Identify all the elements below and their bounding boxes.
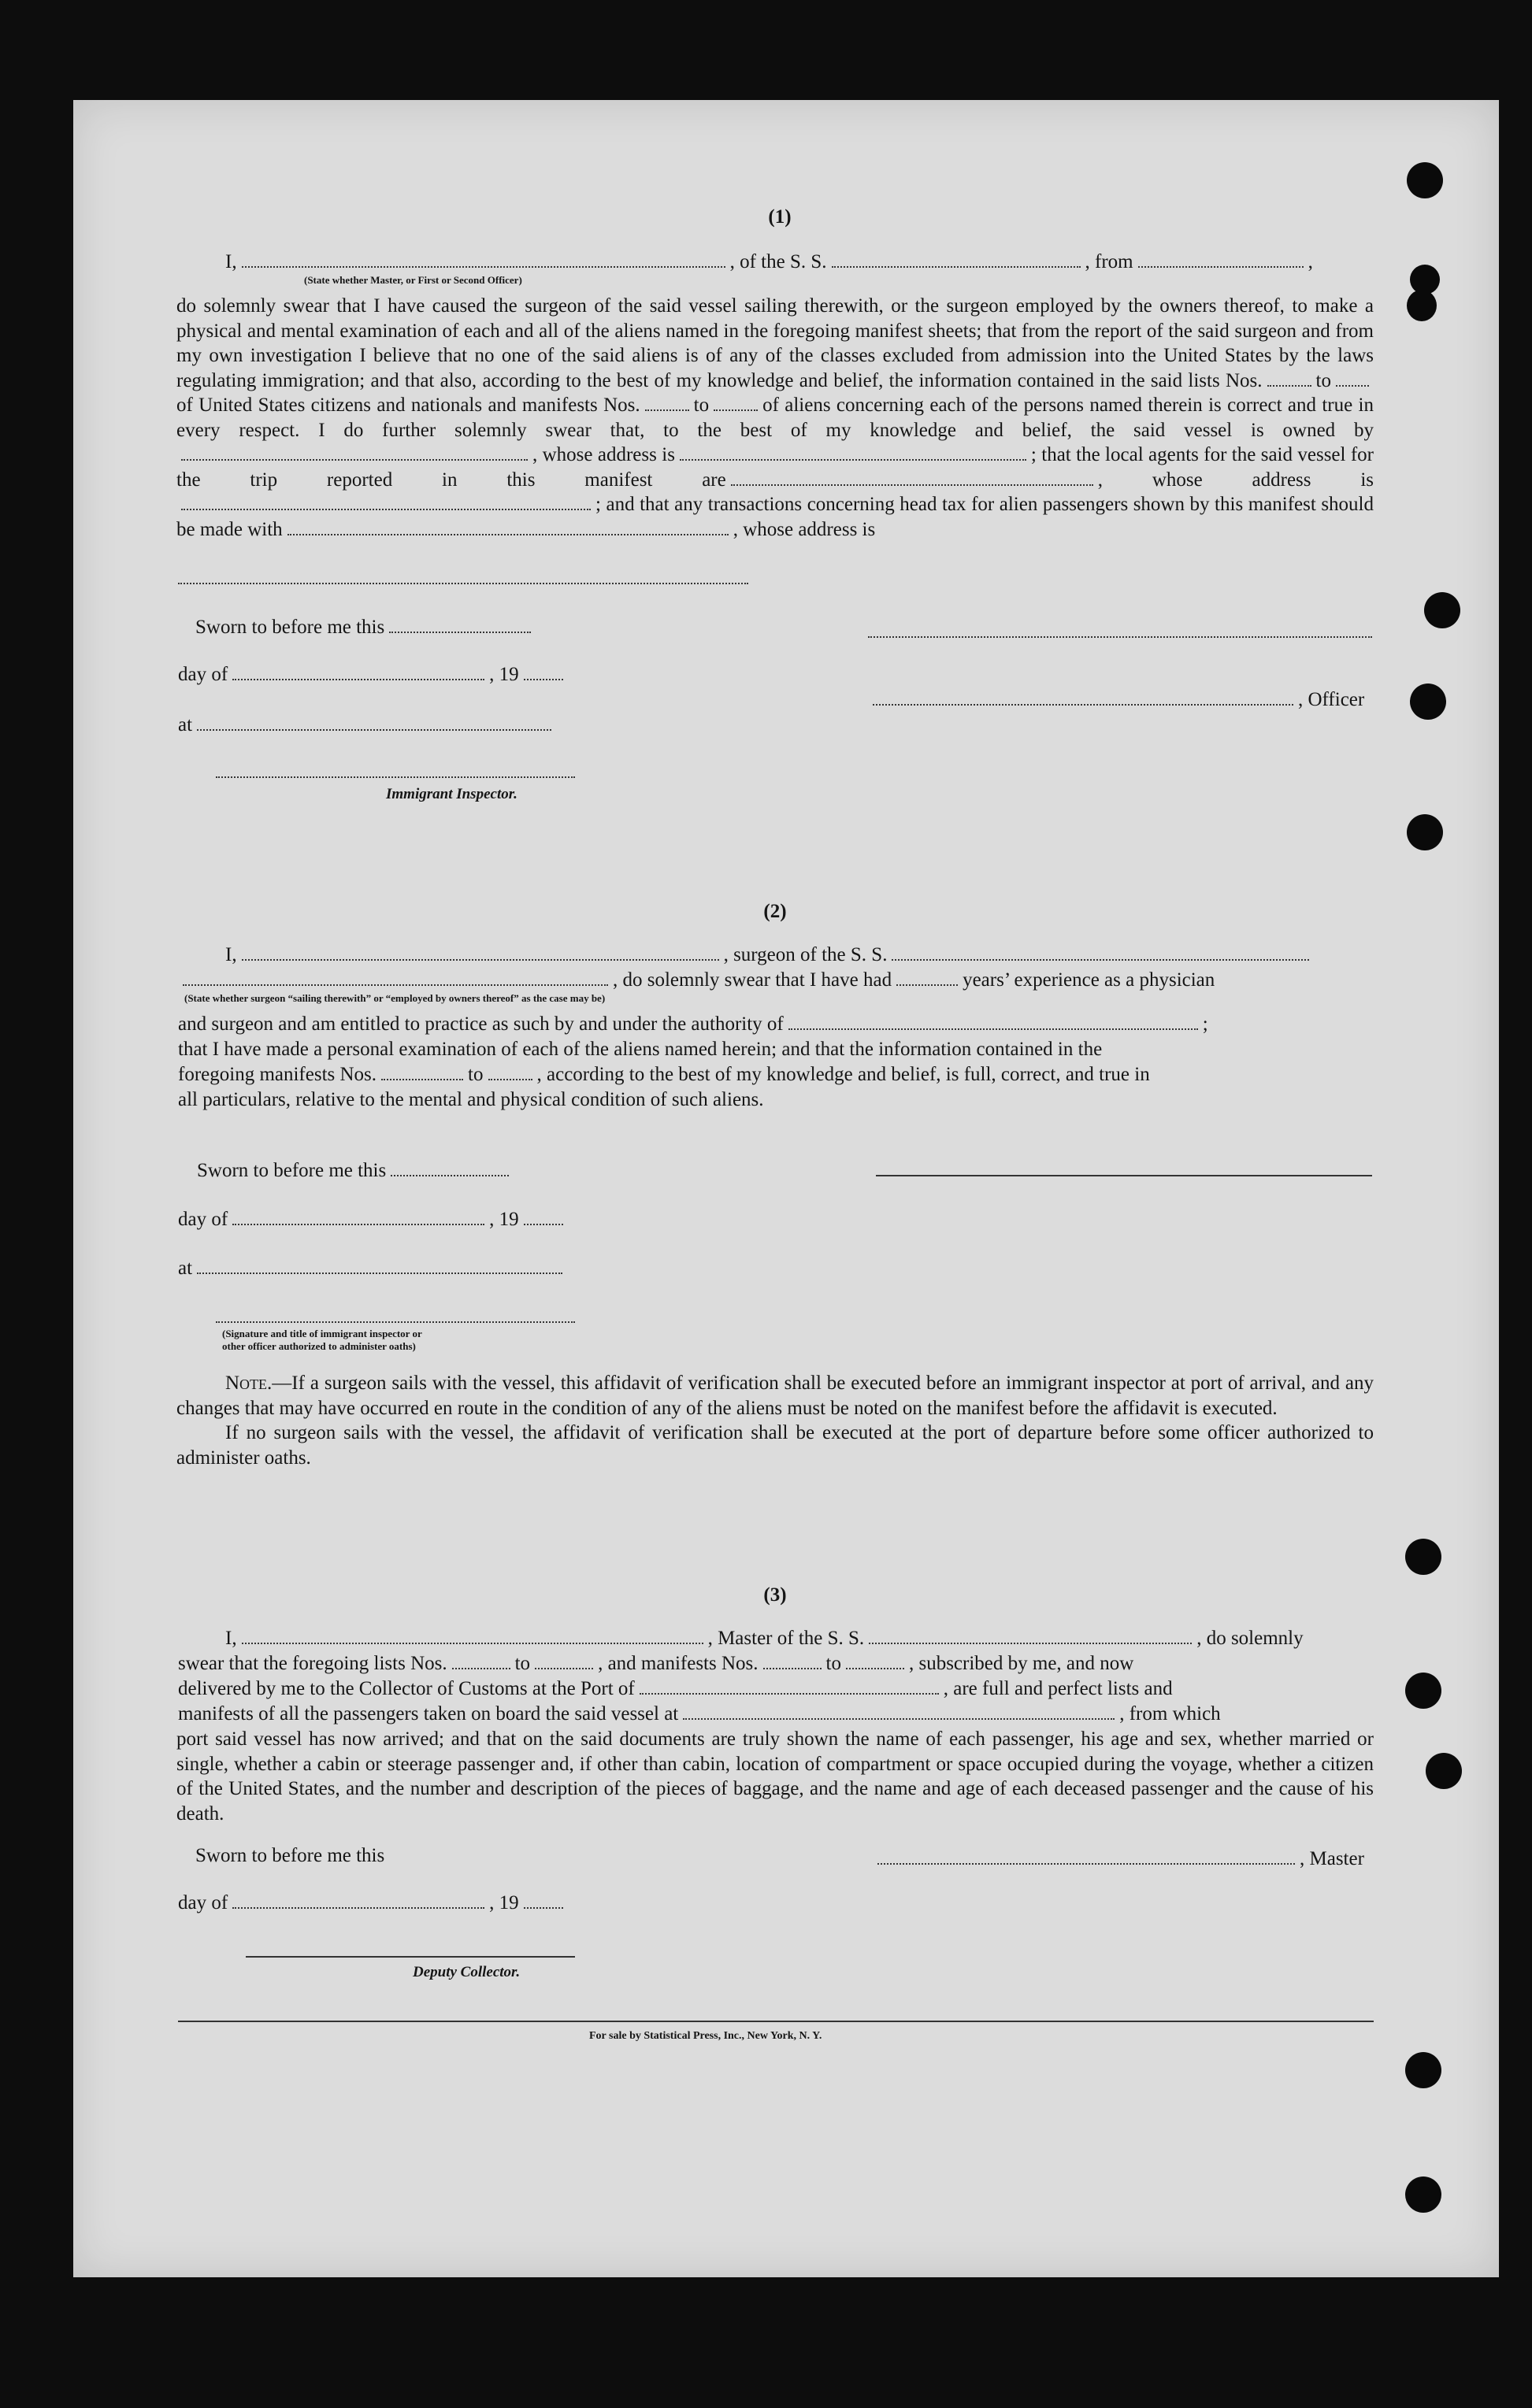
binder-hole bbox=[1405, 1673, 1441, 1709]
s2-sig-caption-1: (Signature and title of immigrant inspector or bbox=[222, 1328, 422, 1339]
s2-line6: all particulars, relative to the mental and physical condition of such aliens. bbox=[178, 1089, 764, 1110]
s2-line4: that I have made a personal examination of each of the aliens named herein; and that the information contained in the bbox=[178, 1039, 1103, 1060]
s3-body: port said vessel has now arrived; and that on the said documents are truly shown the name of each passenger, his age and sex, whether married or single, whether a cabin or steerage passenger and, if other than cabin, location of compartment or space occupied during the voyage, whether a citizen of the United States, and the number and description of the pieces of baggage, and the name and age of each deceased passenger and the cause of his death. bbox=[176, 1728, 1374, 1825]
s3-deputy-line bbox=[246, 1956, 575, 1958]
s2-sworn: Sworn to before me this bbox=[197, 1159, 514, 1183]
section-2-number: (2) bbox=[763, 901, 787, 922]
s3-line3: delivered by me to the Collector of Customs at the Port of , are full and perfect lists and bbox=[178, 1678, 1173, 1699]
s1-day-of: day of , 19 bbox=[178, 663, 568, 687]
s2-line5: foregoing manifests Nos. to , according to the best of my knowledge and belief, is full, correct, and true in bbox=[178, 1064, 1150, 1085]
binder-hole bbox=[1410, 684, 1446, 720]
binder-hole bbox=[1407, 162, 1443, 198]
s2-line1: I, , surgeon of the S. S. bbox=[225, 943, 1314, 967]
binder-hole bbox=[1405, 2052, 1441, 2088]
s2-day-of: day of , 19 bbox=[178, 1208, 568, 1232]
s3-day-of: day of , 19 bbox=[178, 1891, 568, 1915]
binder-hole bbox=[1424, 592, 1460, 628]
s1-line1: I, , of the S. S. , from , bbox=[225, 251, 1313, 272]
s1-officer: , Officer bbox=[868, 688, 1364, 712]
s1-at: at bbox=[178, 713, 556, 737]
s3-line4: manifests of all the passengers taken on board the said vessel at , from which bbox=[178, 1703, 1221, 1724]
s3-deputy-caption: Deputy Collector. bbox=[413, 1964, 521, 1980]
binder-hole bbox=[1405, 2176, 1441, 2213]
s2-line2: , do solemnly swear that I have had years’ experience as a physician bbox=[178, 969, 1215, 992]
section-3-number: (3) bbox=[763, 1584, 787, 1606]
s1-inspector-line bbox=[216, 776, 575, 778]
s1-signature-line bbox=[868, 636, 1372, 638]
binder-hole bbox=[1407, 814, 1443, 850]
s3-line2: swear that the foregoing lists Nos. to , and manifests Nos. to , subscribed by me, and now bbox=[178, 1653, 1134, 1674]
s1-inspector-caption: Immigrant Inspector. bbox=[386, 786, 517, 802]
s1-address-line bbox=[178, 583, 748, 584]
s3-master: , Master bbox=[873, 1847, 1364, 1871]
s1-caption: (State whether Master, or First or Second Officer) bbox=[304, 274, 522, 286]
s2-line3: and surgeon and am entitled to practice as such by and under the authority of ; bbox=[178, 1013, 1208, 1035]
note-label: Note. bbox=[225, 1373, 273, 1394]
section-1-number: (1) bbox=[768, 206, 792, 228]
s1-sworn: Sworn to before me this bbox=[195, 616, 536, 639]
printer-footer: For sale by Statistical Press, Inc., New York, N. Y. bbox=[589, 2030, 822, 2042]
binder-hole bbox=[1426, 1753, 1462, 1789]
note: Note.—If a surgeon sails with the vessel, this affidavit of verification shall be executed before an immigrant inspector at port of arrival, and any changes that may have occurred en route in the condition of any of the aliens must be noted on the manifest before the affidavit is executed. If no surgeon sails with the vessel, the affidavit of verification shall be executed at the port of departure before some officer authorized to administer oaths. bbox=[176, 1373, 1374, 1469]
s3-line1: I, , Master of the S. S. , do solemnly bbox=[225, 1628, 1304, 1649]
s1-body: do solemnly swear that I have caused the surgeon of the said vessel sailing therewith, or the surgeon employed by the owners thereof, to make a physical and mental examination of each and all of the aliens named in the foregoing manifest sheets; that from the report of the said surgeon and from my own investigation I believe that no one of the said aliens is of any of the classes excluded from admission into the United States by the laws regulating immigration; and that also, according to the best of my knowledge and belief, the information contained in the said lists Nos. to of United States citizens and nationals and manifests Nos. to of aliens concerning each of the persons named therein is correct and true in every respect. I do further solemnly swear that, to the best of my knowledge and belief, the said vessel is owned by, whose address is ; that the local agents for the said vessel for the trip reported in this manifest are , whose address is; and that any transactions concerning head tax for alien passengers shown by this manifest should be made with , whose address is bbox=[176, 295, 1374, 540]
s2-inspector-line bbox=[216, 1321, 575, 1323]
binder-hole bbox=[1407, 290, 1437, 321]
s2-caption: (State whether surgeon “sailing therewith” or “employed by owners thereof” as the case may be) bbox=[184, 992, 606, 1004]
s2-sig-caption-2: other officer authorized to administer oaths) bbox=[222, 1340, 416, 1352]
s2-at: at bbox=[178, 1257, 567, 1280]
binder-hole bbox=[1405, 1539, 1441, 1575]
s3-sworn: Sworn to before me this bbox=[195, 1845, 385, 1866]
s2-signature-line bbox=[876, 1175, 1372, 1176]
footer-rule bbox=[178, 2021, 1374, 2022]
